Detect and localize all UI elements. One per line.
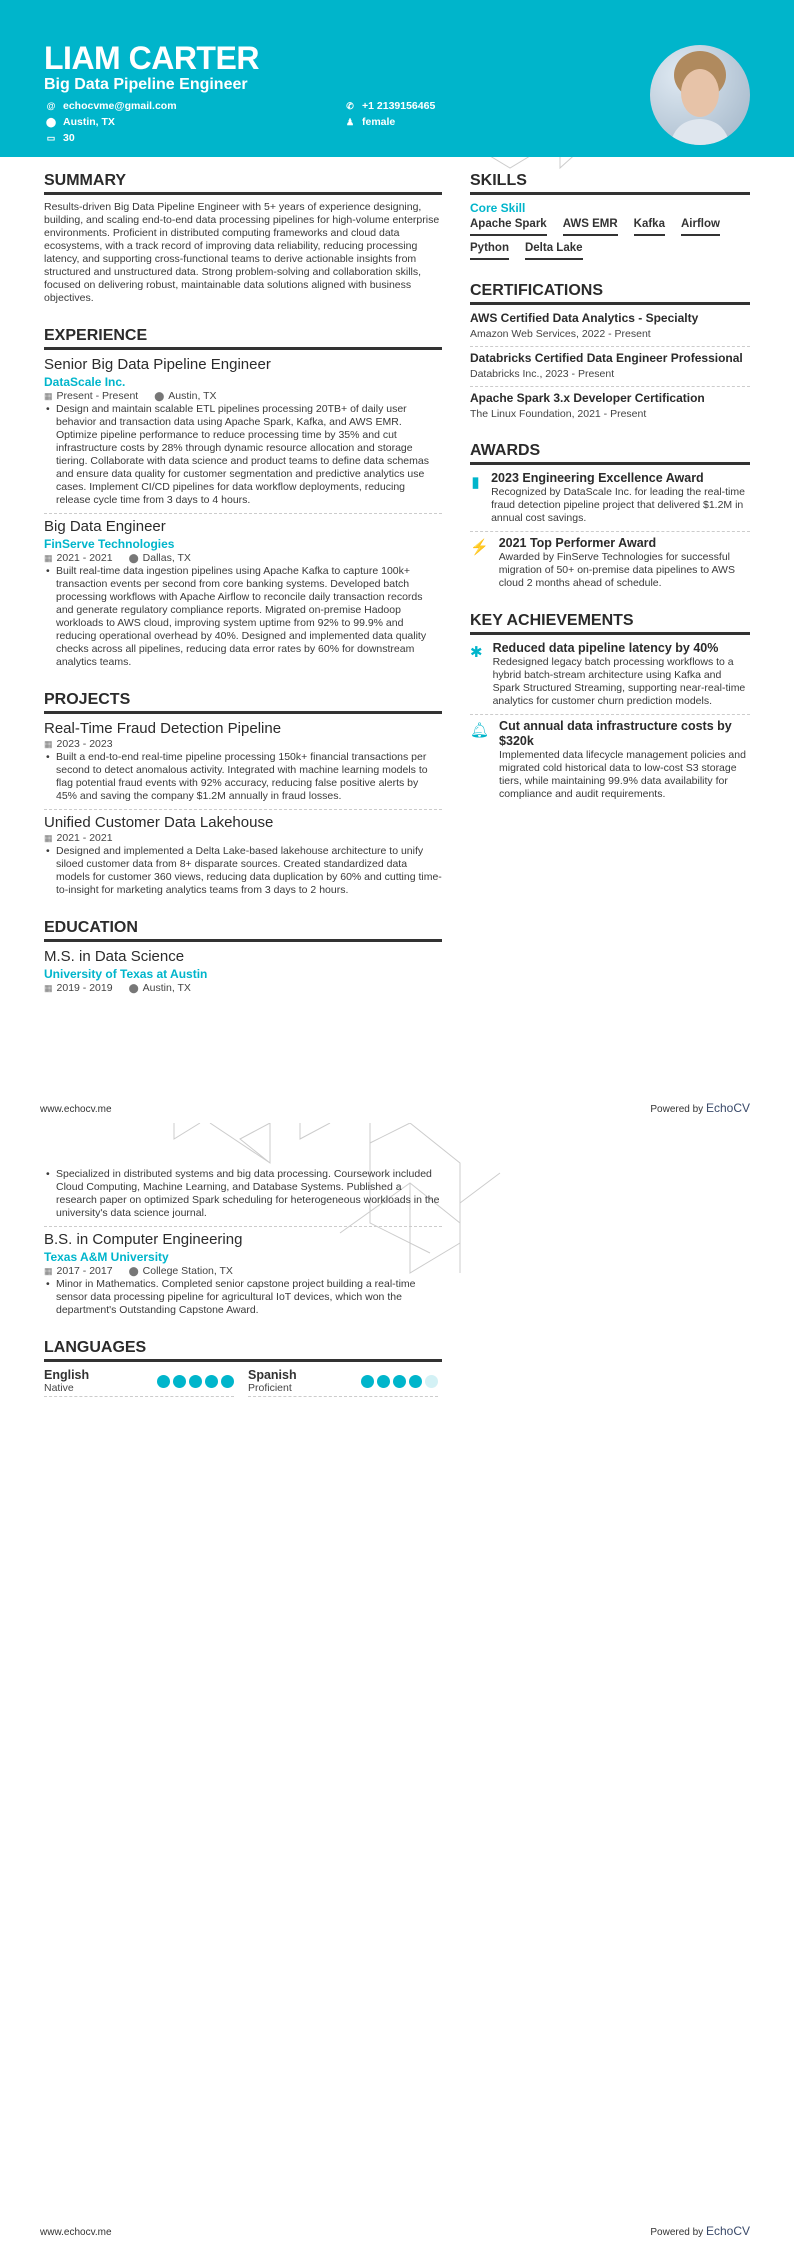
skill-tag: Apache Spark	[470, 218, 547, 236]
project-bullet: • Designed and implemented a Delta Lake-based lakehouse architecture to unify siloed customer data from 8+ disparate sources. Created standardized data models for customer 360 views, reducing data duplication by 60% and cutting time-to-insight for marketing analytics teams from 3 days to 2 hours.	[44, 845, 442, 897]
contact-email[interactable]	[46, 100, 177, 112]
job-dates: 2021 - 2021	[56, 552, 113, 564]
left-column	[44, 1167, 442, 1397]
project-dates: 2021 - 2021	[56, 832, 113, 844]
calendar-icon: ▦	[44, 833, 53, 843]
calendar-icon: ▭	[46, 132, 56, 143]
achievement-desc: Redesigned legacy batch processing workflows to a hybrid batch-stream architecture using Kafka and Spark Structured Streaming, supporting near-real-time analytics for customer churn prediction models.	[492, 656, 746, 707]
job-role: Big Data Engineer	[44, 518, 166, 535]
left-column	[44, 172, 442, 994]
phone-icon: ✆	[346, 100, 354, 111]
footer-powered	[650, 1101, 750, 1115]
rating-dot-filled	[221, 1375, 234, 1388]
language-level: Proficient	[248, 1382, 292, 1394]
language-rating	[361, 1375, 438, 1388]
contact-location	[46, 116, 115, 128]
skill-tag: Kafka	[634, 218, 665, 236]
job-location: Dallas, TX	[142, 552, 191, 564]
language-level: Native	[44, 1382, 74, 1394]
section-heading: EXPERIENCE	[44, 327, 442, 350]
achievements-section	[470, 612, 750, 801]
candidate-title: Big Data Pipeline Engineer	[44, 76, 248, 93]
projects-section	[44, 691, 442, 897]
project-item	[44, 720, 442, 803]
skill-tag: Python	[470, 242, 509, 260]
section-heading: KEY ACHIEVEMENTS	[470, 612, 750, 635]
person-icon: ♟	[345, 116, 355, 127]
calendar-icon: ▦	[44, 739, 53, 749]
language-item	[248, 1368, 438, 1397]
rating-dot-filled	[205, 1375, 218, 1388]
bell-icon: 🔔︎	[470, 722, 490, 739]
job-bullet: • Design and maintain scalable ETL pipelines processing 20TB+ of daily user behavior and transaction data using Apache Spark, Kafka, and AWS EMR. Optimize pipeline performance to reduce processing time by 35% and cut infrastructure costs by 28% through dynamic resource allocation and storage tiering. Collaborate with data science and product teams to define data schemas and ensure data quality for customer segmentation and predictive analytics use cases. Implement CI/CD pipelines for data workflow deployments, reducing release cycle time from 3 days to 4 hours.	[44, 403, 442, 507]
rating-dot-filled	[393, 1375, 406, 1388]
achievement-title: Cut annual data infrastructure costs by $320k	[499, 719, 732, 748]
section-heading: SKILLS	[470, 172, 750, 195]
project-dates: 2023 - 2023	[56, 738, 113, 750]
skill-tag: AWS EMR	[563, 218, 618, 236]
contact-age	[46, 132, 75, 144]
job-dates: Present - Present	[56, 390, 139, 402]
skills-section	[470, 172, 750, 260]
calendar-icon: ▦	[44, 553, 53, 563]
avatar	[650, 45, 750, 145]
rating-dot-empty	[425, 1375, 438, 1388]
calendar-icon: ▦	[44, 1266, 53, 1276]
section-heading: CERTIFICATIONS	[470, 282, 750, 305]
rating-dot-filled	[409, 1375, 422, 1388]
age-text: 30	[63, 132, 75, 144]
project-item	[44, 814, 442, 897]
rating-dot-filled	[157, 1375, 170, 1388]
rating-dot-filled	[377, 1375, 390, 1388]
brand-logo-text: EchoCV	[705, 2224, 750, 2238]
skill-category: Core Skill	[470, 201, 526, 215]
cert-issuer: Databricks Inc., 2023 - Present	[470, 368, 615, 380]
resume-page-2	[0, 1123, 794, 2246]
location-pin-icon: ⬤	[128, 983, 139, 993]
company-name: FinServe Technologies	[44, 537, 175, 551]
footer-site[interactable]: www.echocv.me	[40, 1104, 112, 1115]
award-title: 2023 Engineering Excellence Award	[491, 471, 704, 485]
summary-text: Results-driven Big Data Pipeline Engineer with 5+ years of experience designing, building, and scaling end-to-end data processing pipelines for high-volume enterprise environments. Proficient in distributed computing frameworks and cloud data ecosystems, with a track record of improving data reliability, reducing processing latency, and supporting cross-functional teams to derive actionable insights from structured and unstructured data. Strong problem-solving and collaboration skills, focused on delivering robust, maintainable data solutions aligned with business objectives.	[44, 201, 440, 304]
resume-header	[0, 0, 794, 157]
project-bullet: • Built a end-to-end real-time pipeline processing 150k+ financial transactions per second to detect anomalous activity. Integrated with machine learning models to flag potential fraud events with 92% accuracy, reducing false positive alerts by 45% and saving the company $1.2M annually in fraud losses.	[44, 751, 442, 803]
section-heading: EDUCATION	[44, 919, 442, 942]
award-item	[470, 471, 750, 525]
experience-section	[44, 327, 442, 669]
award-desc: Recognized by DataScale Inc. for leading the real-time fraud detection pipeline project that delivered $1.2M in annual cost savings.	[491, 486, 745, 524]
summary-section	[44, 172, 442, 305]
achievement-item	[470, 719, 750, 801]
gender-text: female	[362, 116, 396, 128]
project-title: Real-Time Fraud Detection Pipeline	[44, 720, 282, 737]
brand-logo-text: EchoCV	[705, 1101, 750, 1115]
rating-dot-filled	[189, 1375, 202, 1388]
calendar-icon: ▦	[44, 391, 53, 401]
language-item	[44, 1368, 234, 1397]
at-icon: @	[46, 101, 56, 111]
email-text: echocvme@gmail.com	[63, 100, 177, 112]
edu-location: College Station, TX	[142, 1265, 233, 1277]
education-section	[44, 919, 442, 994]
languages-section	[44, 1339, 442, 1397]
achievement-title: Reduced data pipeline latency by 40%	[492, 641, 719, 655]
degree: M.S. in Data Science	[44, 948, 185, 965]
section-heading: LANGUAGES	[44, 1339, 442, 1362]
rating-dot-filled	[361, 1375, 374, 1388]
school-name: Texas A&M University	[44, 1250, 169, 1264]
language-name: Spanish	[248, 1368, 297, 1382]
achievement-desc: Implemented data lifecycle management policies and migrated cold historical data to low-cost S3 storage tiers, while maintaining 99.9% data availability for compliance and audit requirements.	[499, 749, 746, 800]
awards-section	[470, 442, 750, 590]
lightning-icon: ⚡	[470, 539, 489, 556]
powered-by-text: Powered by	[650, 2227, 704, 2238]
certifications-section	[470, 282, 750, 420]
footer-powered	[650, 2224, 750, 2238]
contact-gender	[345, 116, 395, 128]
location-text: Austin, TX	[63, 116, 115, 128]
project-title: Unified Customer Data Lakehouse	[44, 814, 274, 831]
cert-title: Apache Spark 3.x Developer Certification	[470, 391, 705, 405]
experience-item	[44, 356, 442, 507]
avatar-portrait	[650, 45, 750, 145]
cert-issuer: Amazon Web Services, 2022 - Present	[470, 328, 651, 340]
job-location: Austin, TX	[168, 390, 217, 402]
edu-dates: 2019 - 2019	[56, 982, 113, 994]
section-heading: AWARDS	[470, 442, 750, 465]
location-pin-icon: ⬤	[154, 391, 165, 401]
powered-by-text: Powered by	[650, 1104, 704, 1115]
bug-icon: ✱	[470, 644, 483, 661]
language-rating	[157, 1375, 234, 1388]
edu-bullet: • Minor in Mathematics. Completed senior capstone project building a real-time sensor data processing pipeline for agricultural IoT devices, which won the department's Outstanding Capstone Award.	[44, 1278, 442, 1317]
skill-tag: Airflow	[681, 218, 720, 236]
language-name: English	[44, 1368, 90, 1382]
candidate-name: LIAM CARTER	[44, 40, 259, 76]
skill-tag: Delta Lake	[525, 242, 583, 260]
location-pin-icon: ⬤	[46, 116, 57, 127]
location-pin-icon: ⬤	[128, 553, 139, 563]
edu-location: Austin, TX	[142, 982, 191, 994]
footer-site[interactable]: www.echocv.me	[40, 2227, 112, 2238]
location-pin-icon: ⬤	[128, 1266, 139, 1276]
calendar-icon: ▦	[44, 983, 53, 993]
job-bullet: • Built real-time data ingestion pipelines using Apache Kafka to capture 100k+ transaction events per second from core banking systems. Developed batch processing workflows with Apache Airflow to reconcile daily transaction records and generate regulatory compliance reports. Migrated on-premise Hadoop workloads to AWS cloud, improving system uptime from 92% to 99.9% and reducing operational overhead by 40%. Designed and implemented data quality checks across all pipelines, reducing data error rates by 60% for downstream analytics teams.	[44, 565, 442, 669]
section-heading: PROJECTS	[44, 691, 442, 714]
company-name: DataScale Inc.	[44, 375, 126, 389]
award-item	[470, 536, 750, 590]
bookmark-icon: ▮	[471, 474, 480, 491]
edu-bullet: • Specialized in distributed systems and big data processing. Coursework included Cloud Computing, Machine Learning, and Database Systems. Published a research paper on optimized Spark scheduling for heterogeneous workloads in the university's data science journal.	[44, 1168, 442, 1220]
school-name: University of Texas at Austin	[44, 967, 208, 981]
phone-text: +1 2139156465	[362, 100, 436, 112]
cert-issuer: The Linux Foundation, 2021 - Present	[470, 408, 647, 420]
edu-dates: 2017 - 2017	[56, 1265, 113, 1277]
section-heading: SUMMARY	[44, 172, 442, 195]
experience-item	[44, 518, 442, 669]
award-desc: Awarded by FinServe Technologies for successful migration of 50+ on-premise data pipelines to AWS cloud 2 months ahead of schedule.	[498, 551, 735, 589]
award-title: 2021 Top Performer Award	[498, 536, 657, 550]
job-role: Senior Big Data Pipeline Engineer	[44, 356, 271, 373]
degree: B.S. in Computer Engineering	[44, 1231, 243, 1248]
rating-dot-filled	[173, 1375, 186, 1388]
right-column	[470, 172, 750, 801]
cert-title: AWS Certified Data Analytics - Specialty	[470, 311, 699, 325]
contact-phone[interactable]	[345, 100, 435, 112]
achievement-item	[470, 641, 750, 708]
cert-title: Databricks Certified Data Engineer Professional	[470, 351, 743, 365]
